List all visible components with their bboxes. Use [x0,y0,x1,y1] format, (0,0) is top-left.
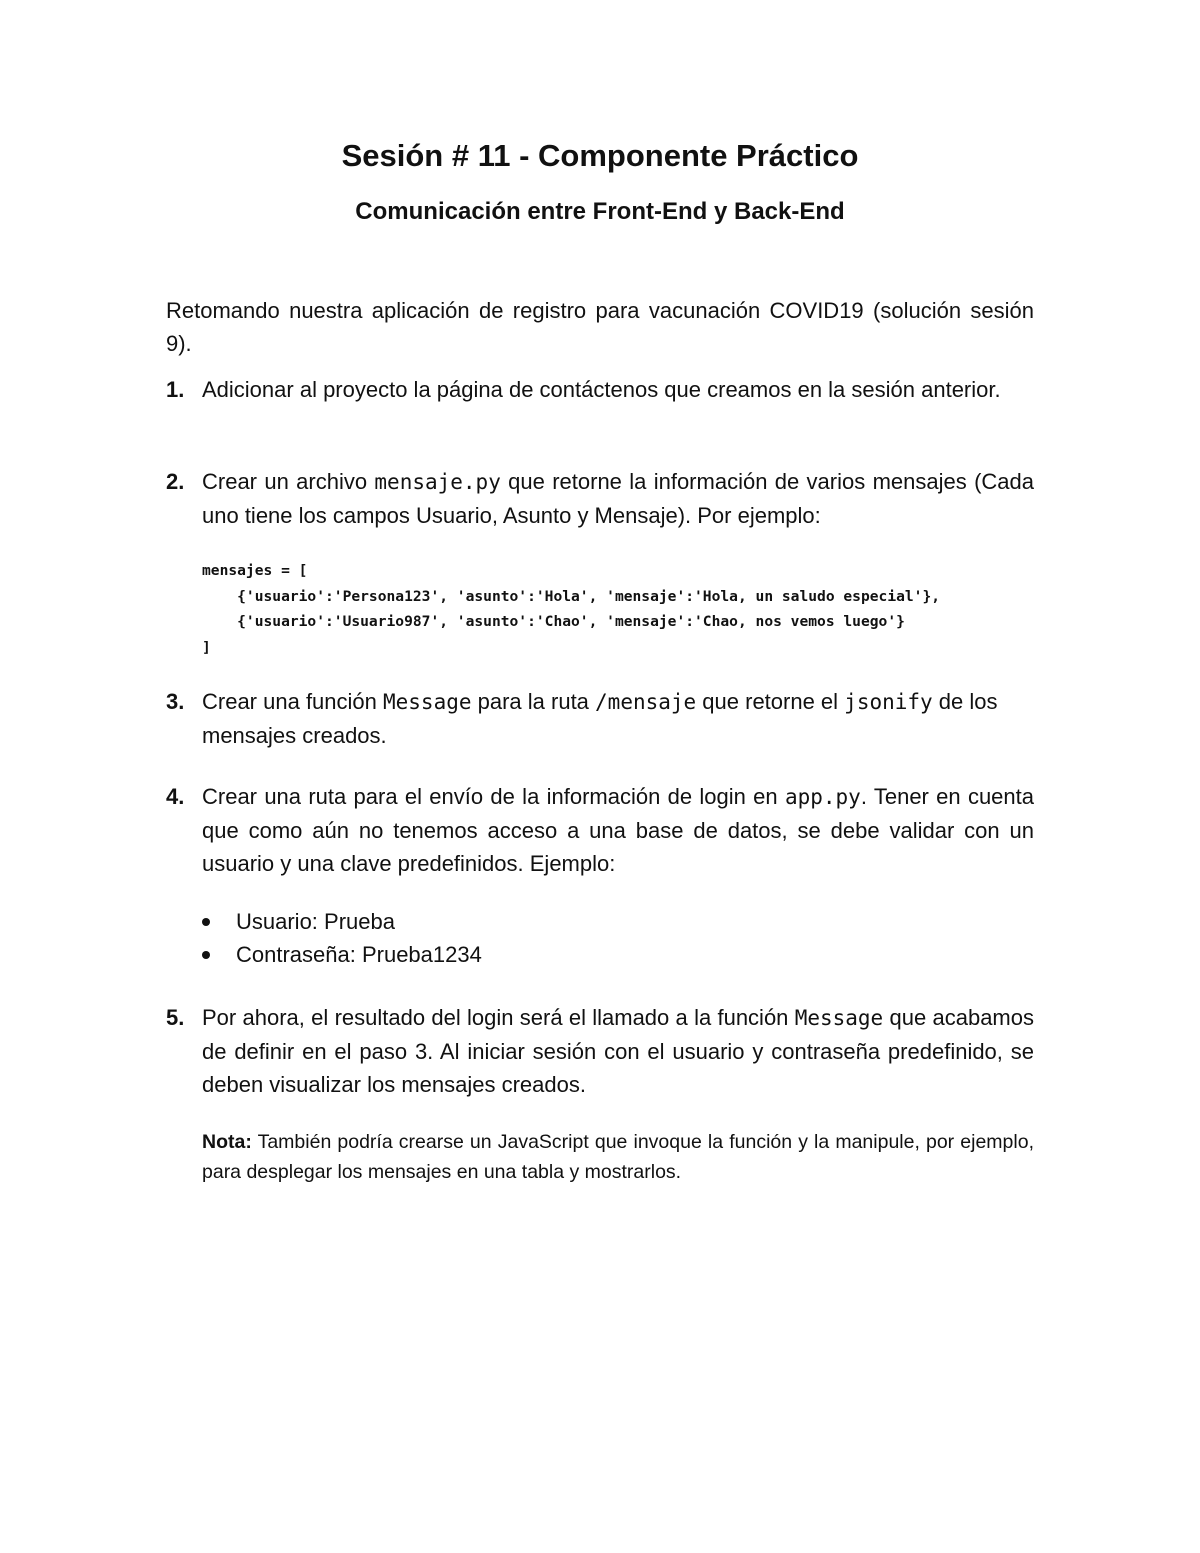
list-item-2 [166,465,1034,532]
credentials-list [166,905,482,971]
text-segment: de los mensajes creados. [202,689,998,748]
inline-code: Message [794,1006,884,1030]
text-segment: Crear un archivo [202,469,375,494]
note-text: También podría crearse un JavaScript que invoque la función y la manipule, por ejemplo, para desplegar los mensajes en una tabla y mostrarlos. [202,1131,1034,1183]
text-segment: Crear una función [202,689,383,714]
item-number: 4. [166,784,185,809]
page-subtitle: Comunicación entre Front-End y Back-End [355,198,845,225]
item-text [202,465,1034,532]
inline-code: /mensaje [595,690,697,714]
item-number: 5. [166,1005,185,1030]
bullet-item [166,938,482,971]
intro-paragraph: Retomando nuestra aplicación de registro para vacunación COVID19 (solución sesión 9). [166,298,1034,356]
code-line: mensajes = [ [202,562,308,579]
code-line: ] [202,638,211,656]
text-segment: que retorne el [696,689,845,714]
inline-code: mensaje.py [374,470,501,494]
item-number: 3. [166,689,185,714]
text-segment: Por ahora, el resultado del login será el llamado a la función [202,1005,795,1030]
bullet-text: Usuario: Prueba [236,909,395,934]
item-text [202,1001,1034,1101]
list-item-1 [166,373,1034,406]
item-text [202,780,1034,880]
page-title: Sesión # 11 - Componente Práctico [341,138,859,173]
note-label: Nota: [202,1131,252,1153]
item-text [202,685,1034,752]
item-number: 2. [166,469,185,494]
list-item-5 [166,1001,1034,1101]
inline-code: jsonify [844,690,933,714]
text-segment: . Tener en cuenta que como aún no tenemos acceso a una base de datos, se debe validar con un usuario y una clave predefinidos. Ejemplo: [202,784,1035,876]
item-number: 1. [166,377,185,402]
item-text: Adicionar al proyecto la página de contáctenos que creamos en la sesión anterior. [202,377,1001,402]
text-segment: que retorne la información de varios mensajes (Cada uno tiene los campos Usuario, Asunto y Mensaje). Por ejemplo: [202,469,1034,528]
bullet-icon [202,951,210,959]
list-item-4 [166,780,1034,880]
bullet-text: Contraseña: Prueba1234 [236,942,482,967]
text-segment: que acabamos de definir en el paso 3. Al iniciar sesión con el usuario y contraseña predefinido, se deben visualizar los mensajes creados. [202,1005,1034,1097]
inline-code: app.py [784,785,861,809]
text-segment: para la ruta [471,689,596,714]
inline-code: Message [383,690,472,714]
code-line: {'usuario':'Persona123', 'asunto':'Hola', 'mensaje':'Hola, un saludo especial'}, [202,587,941,605]
bullet-icon [202,918,210,926]
list-item-3 [166,685,1034,752]
note-paragraph [202,1127,1034,1187]
bullet-item [166,905,482,938]
text-segment: Crear una ruta para el envío de la información de login en [202,784,785,809]
code-block [202,558,940,660]
code-line: {'usuario':'Usuario987', 'asunto':'Chao', 'mensaje':'Chao, nos vemos luego'} [202,613,905,630]
